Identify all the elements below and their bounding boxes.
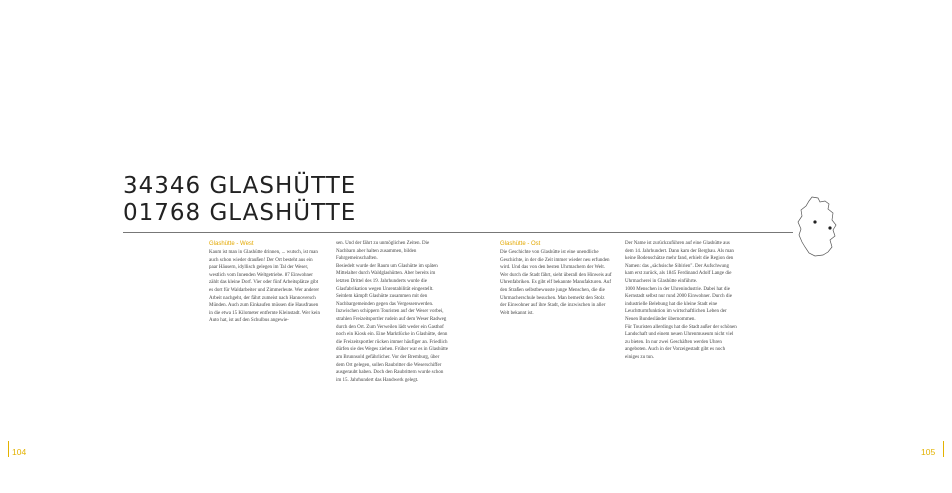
glashuette-west-marker [813, 220, 816, 223]
column-ost-continued [625, 240, 737, 362]
page-number-left: 104 [12, 447, 27, 457]
column-west-continued [336, 240, 448, 384]
title-line-2: 01768 GLASHÜTTE [123, 200, 357, 226]
column-west [209, 240, 321, 325]
column-ost [500, 240, 612, 317]
folio-tick-right [943, 441, 944, 457]
paragraph: Wer durch die Stadt fährt, sieht überall den Hinweis auf Uhrenfabriken. Es gibt elf bekannte Manufakturen. Auf den Straßen selbstbewusste junge Menschen, die die Uhrmacherschule besuchen. Man bemerkt den Stolz der Einwohner auf ihre Stadt, die inzwischen in aller Welt bekannt ist. [500, 272, 612, 316]
paragraph: Für Touristen allerdings hat die Stadt außer der schönen Landschaft und einem neuen Uhrenmuseum nicht viel zu bieten. In nur zwei Geschäften werden Uhren angeboten. Auch in der Vorzeigestadt gibt es noch einiges zu tun. [625, 324, 737, 360]
paragraph: Inzwischen schippern Touristen auf der Weser vorbei, strahlen Freizeitsportler rudein auf dem Weser Radweg durch den Ort. Zum Verweilen lädt weder ein Gasthof noch ein Kiosk ein. Eine Marktlücke in Glashütte, denn die Freizeitsportler rücken immer häufiger an. Friedlich dürfen sie des Weges ziehen. Früher war es in Glashütte am Brunnsold gefährlicher. Vor der Bremburg, über dem Ort gelegen, sollen Raubritter die Weserschiffer ausgeraubt haben. Doch den Raubrittern wurde schon im 15. Jahrhundert das Handwerk gelegt. [336, 309, 448, 383]
page-title [123, 173, 356, 227]
germany-map-icon [795, 195, 839, 259]
title-rule [123, 232, 793, 233]
glashuette-ost-marker [828, 226, 831, 229]
paragraph: Kaum ist man in Glashütte drinnen, ... wutsch, ist man auch schon wieder draußen! Der Ort besteht aus ein paar Häusern, idyllisch gelegen im Tal der Weser, westlich vom Innenden Weltgetriebe. 87 Einwohner zählt das kleine Dorf. Vier oder fünf Arbeitsplätze gibt es dort für Waldarbeiter und Zimmerleute. Wer anderer Arbeit nachgeht, der fährt zumeist nach Hannoversch Münden. Auch zum Einkaufen müssen die Hausfrauen in die etwa 15 Kilometer entfernte Kleinstadt. Wer kein Auto hat, ist auf den Schulbus angewie- [209, 250, 320, 324]
page-number-right: 105 [921, 447, 936, 457]
column-heading-ost: Glashütte - Ost [500, 241, 541, 247]
paragraph: sen. Und der fährt zu unmöglichen Zeiten. Die Nachbarn aber halten zusammen, bilden Fahrgemeinschaften. [336, 241, 430, 262]
paragraph: 1000 Menschen in der Uhrenindustrie. Dabei hat die Kernstadt selbst nur rund 2000 Einwohner. Durch die industrielle Belebung hat die kleine Stadt eine Leuchtturmfunktion im wirtschaftlichen Leben der Neuen Bundesländer übernommen. [625, 286, 732, 322]
title-line-1: 34346 GLASHÜTTE [123, 173, 357, 199]
column-heading-west: Glashütte - West [209, 241, 254, 247]
folio-tick-left [8, 441, 9, 457]
paragraph: Die Geschichte von Glashütte ist eine unendliche Geschichte, in der die Zeit immer wieder neu erfunden wird. Und das von den besten Uhrmachern der Welt. [500, 250, 610, 271]
paragraph: Besiedelt wurde der Raum um Glashütte im späten Mittelalter durch Waldglashütten. Aber bereits im letzten Drittel des 19. Jahrhunderts wurde die Glasfabrikation wegen Unrentabilität eingestellt. Seitdem kämpft Glashütte zusammen mit den Nachbargemeinden gegen das Vergessenwerden. [336, 263, 438, 307]
paragraph: Der Name ist zurückzuführen auf eine Glashütte aus dem 14. Jahrhundert. Dann kam der Bergbau. Als man keine Bodenschätze mehr fand, erhielt die Region den Namen: das „sächsische Sibirien". Der Aufschwung kam erst zurück, als 1845 Ferdinand Adolf Lange die Uhrmacherei in Glashütte einführte. [625, 241, 734, 284]
